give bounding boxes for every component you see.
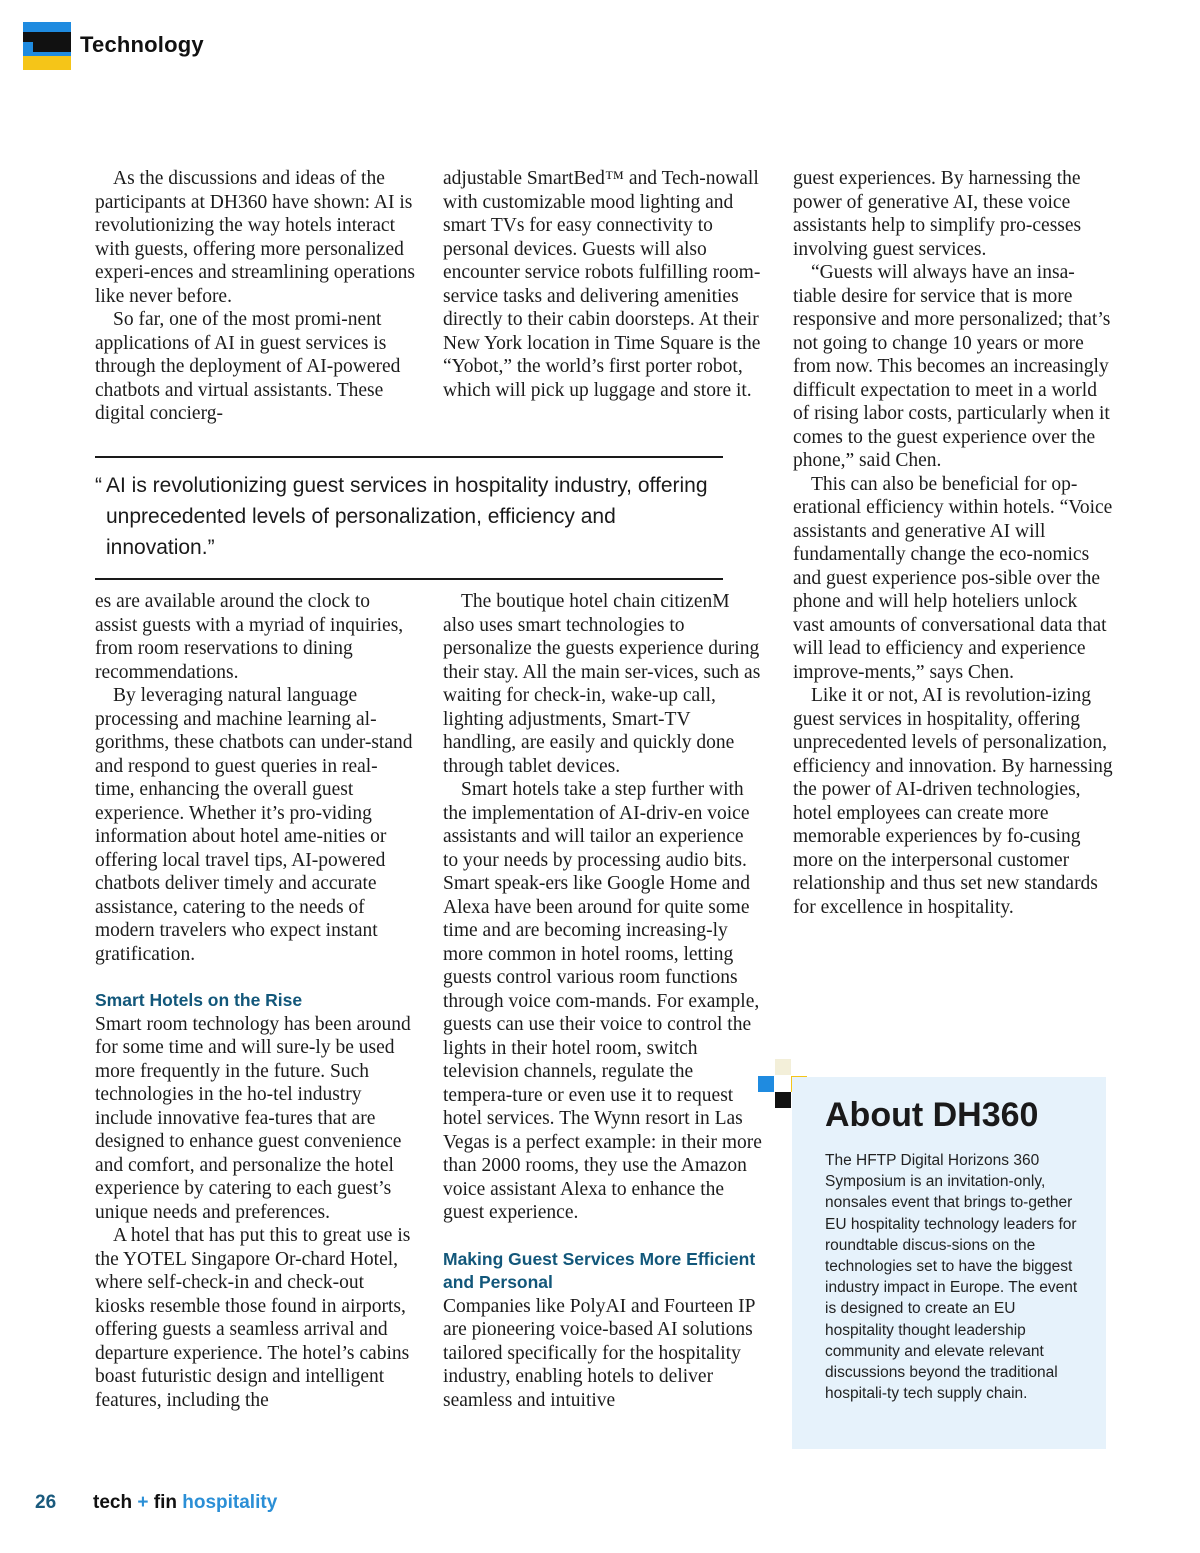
- section-label: Technology: [80, 32, 204, 57]
- column-2-bottom: [443, 590, 763, 1412]
- pull-quote-bottom-rule: [95, 578, 723, 580]
- paragraph: So far, one of the most promi-nent applications of AI in guest services is through the deployment of AI-powered chatbots and virtual assistants. These digital concierg-: [95, 309, 401, 424]
- page-number: 26: [35, 1492, 57, 1513]
- section-heading: Smart Hotels on the Rise: [95, 990, 303, 1010]
- about-title: About DH360: [825, 1096, 1039, 1134]
- brand-tech: tech: [93, 1492, 133, 1513]
- pull-quote: [95, 470, 715, 563]
- paragraph: “Guests will always have an insa-tiable desire for service that is more responsive and more personalized; that’s not going to change 10 years or more from now. This becomes an increasingly difficult expectation to meet in a world of rising labor costs, particularly when it comes to the guest experience over the phone,” said Chen.: [793, 262, 1111, 471]
- column-3: [793, 167, 1113, 919]
- paragraph: es are available around the clock to assist guests with a myriad of inquiries, from room reservations to dining recommendations.: [95, 591, 404, 683]
- paragraph: Smart room technology has been around for some time and will sure-ly be used more frequently in the future. Such technologies in the ho-tel industry include innovative fea-tures that are designed to enhance guest convenience and comfort, and personalize the hotel experience by catering to each guest’s unique needs and preferences.: [95, 1013, 411, 1223]
- paragraph: The boutique hotel chain citizenM also uses smart technologies to personalize the guests experience during their stay. All the main ser-vices, such as waiting for check-in, wake-up call, lighting adjustments, Smart-TV handling, are easily and quickly done through tablet devices.: [443, 591, 761, 777]
- paragraph: This can also be beneficial for op-erational efficiency within hotels. “Voice assistants and generative AI will fundamentally change the eco-nomics and guest experience pos-sible over the phone and will help hoteliers unlock vast amounts of conversational data that will lead to efficiency and experience improve-ments,” says Chen.: [793, 473, 1113, 683]
- section-heading: Making Guest Services More Efficient and Personal: [443, 1248, 756, 1292]
- paragraph: As the discussions and ideas of the participants at DH360 have shown: AI is revolutionizing the way hotels interact with guests, offering more personalized experi-ences and streamlining operations like never before.: [95, 168, 416, 307]
- paragraph: Like it or not, AI is revolution-izing guest services in hospitality, offering unprecedented levels of personalization, efficiency and innovation. By harnessing the power of AI-driven technologies, hotel employees can create more memorable experiences by fo-cusing more on the interpersonal customer relationship and thus set new standards for excellence in hospitality.: [793, 685, 1113, 918]
- paragraph: A hotel that has put this to great use is the YOTEL Singapore Or-chard Hotel, where self-check-in and check-out kiosks resemble those found in airports, offering guests a seamless arrival and departure experience. The hotel’s cabins boast futuristic design and intelligent features, including the: [95, 1225, 411, 1411]
- about-box: [792, 1077, 1106, 1449]
- brand-fin: fin: [153, 1492, 177, 1513]
- column-2-top: [443, 167, 763, 402]
- quote-mark: “: [95, 474, 102, 497]
- paragraph: Smart hotels take a step further with the implementation of AI-driv-en voice assistants and will tailor an experience to your needs by processing audio bits. Smart speak-ers like Google Home and Alexa have been around for quite some time and are becoming increasing-ly more common in hotel rooms, letting guests control various room functions through voice com-mands. For example, guests can use their voice to control the lights in their hotel room, switch television channels, regulate the tempera-ture or even use it to request hotel services. The Wynn resort in Las Vegas is a perfect example: in their more than 2000 rooms, they use the Amazon voice assistant Alexa to enhance the guest experience.: [443, 779, 762, 1223]
- paragraph: Companies like PolyAI and Fourteen IP are pioneering voice-based AI solutions tailored specifically for the hospitality industry, enabling hotels to deliver seamless and intuitive: [443, 1295, 755, 1411]
- brand-plus: +: [137, 1492, 149, 1513]
- brand-hospitality: hospitality: [182, 1492, 278, 1513]
- paragraph: guest experiences. By harnessing the power of generative AI, these voice assistants help to simplify pro-cesses involving guest services.: [793, 168, 1082, 260]
- paragraph: adjustable SmartBed™ and Tech-nowall with customizable mood lighting and smart TVs for easy connectivity to personal devices. Guests will also encounter service robots fulfilling room-service tasks and delivering amenities directly to their cabin doorsteps. At their New York location in Time Square is the “Yobot,” the world’s first porter robot, which will pick up luggage and store it.: [443, 168, 761, 401]
- technology-square-logo-icon: [23, 22, 71, 70]
- column-1-bottom: [95, 590, 415, 1412]
- paragraph: By leveraging natural language processing and machine learning al-gorithms, these chatbots can under-stand and respond to guest queries in real-time, enhancing the overall guest experience. Whether it’s pro-viding information about hotel ame-nities or offering local travel tips, AI-powered chatbots deliver timely and accurate assistance, catering to the needs of modern travelers who expect instant gratification.: [95, 685, 413, 965]
- pull-quote-top-rule: [95, 456, 723, 458]
- about-text: The HFTP Digital Horizons 360 Symposium is an invitation-only, nonsales event that brings to-gether EU hospitality technology leaders for roundtable discus-sions on the technologies set to have the biggest industry impact in Europe. The event is designed to create an EU hospitality thought leadership community and elevate relevant discussions beyond the traditional hospitali-ty tech supply chain.: [825, 1152, 1078, 1403]
- publication-brand: [93, 1492, 277, 1514]
- column-1-top: [95, 167, 415, 426]
- pull-quote-text: AI is revolutionizing guest services in hospitality industry, offering unprecedented levels of personalization, efficiency and innovation.”: [106, 474, 708, 559]
